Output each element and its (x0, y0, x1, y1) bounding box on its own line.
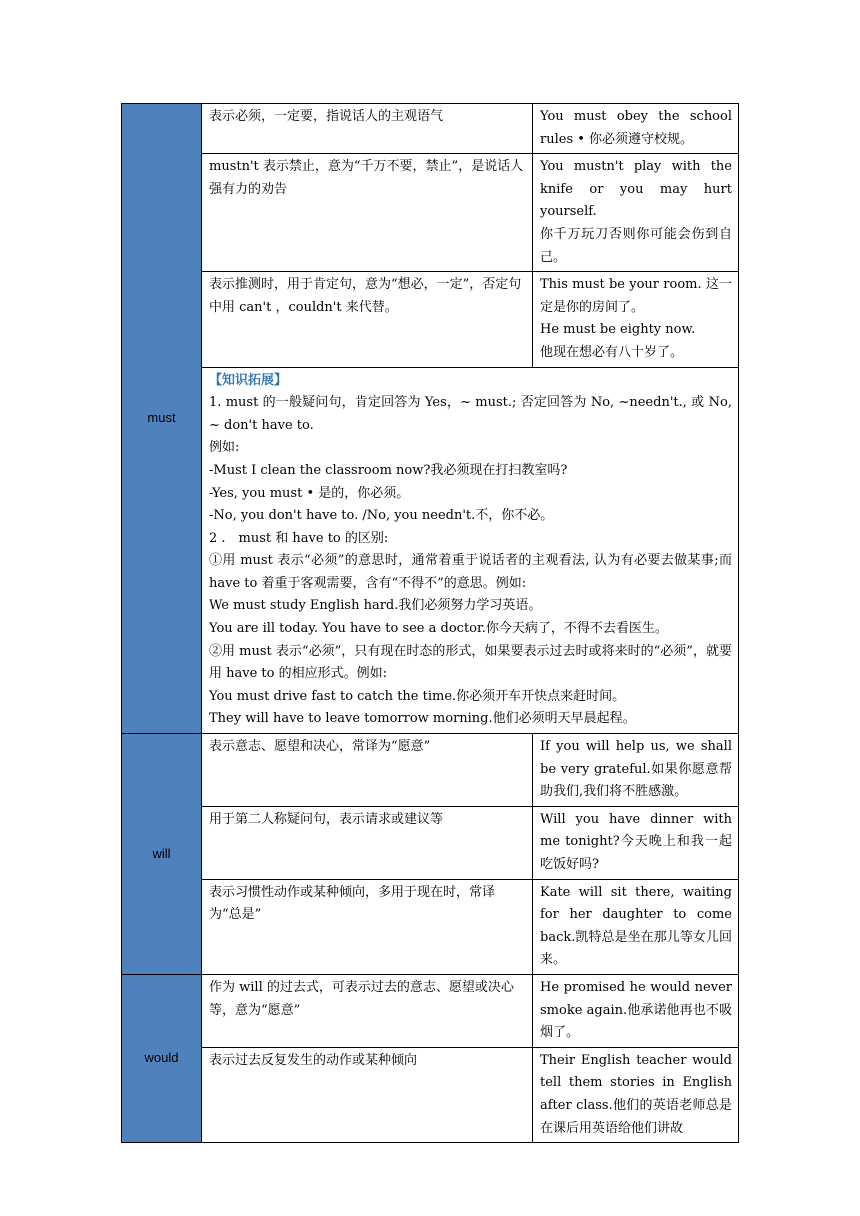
example-line: He must be eighty now. (540, 322, 696, 338)
example-line: Their English teacher would tell them stories in English after class.他们的英语老师总是在课后用英语给他们讲故 (540, 1052, 732, 1136)
example-cell (533, 104, 739, 154)
example-cell (533, 734, 739, 807)
table-row (122, 1047, 739, 1142)
example-line: 他现在想必有八十岁了。 (540, 344, 684, 360)
extension-line: We must study English hard.我们必须努力学习英语。 (209, 598, 542, 614)
meaning-cell: 表示必须，一定要，指说话人的主观语气 (202, 104, 533, 154)
example-line: You must obey the school rules • 你必须遵守校规。 (540, 109, 732, 147)
extension-line: ②用 must 表示“必须”，只有现在时态的形式，如果要表示过去时或将来时的“必须”，就要用 have to 的相应形式。例如: (209, 643, 732, 682)
example-line: 你千万玩刀否则你可能会伤到自己。 (540, 226, 732, 265)
extension-line: 1. must 的一般疑问句，肯定回答为 Yes，~ must.; 否定回答为 No, ~needn't., 或 No, ~ don't have to. (209, 395, 732, 433)
table-row (122, 272, 739, 367)
table-row (122, 734, 739, 807)
meaning-cell: 表示推测时，用于肯定句，意为“想必，一定”，否定句中用 can't ，couldn't 来代替。 (202, 272, 533, 367)
word-cell-would: would (122, 974, 202, 1142)
table-row (122, 879, 739, 974)
modal-verbs-table (121, 103, 739, 1143)
extension-line: 例如: (209, 440, 240, 456)
knowledge-extension-cell (202, 367, 739, 734)
table-row (122, 974, 739, 1047)
example-line: Will you have dinner with me tonight?今天晚上和我一起吃饭好吗? (540, 811, 732, 872)
extension-line: -Must I clean the classroom now?我必须现在打扫教室吗? (209, 462, 568, 478)
word-cell-will: will (122, 734, 202, 975)
example-line: You mustn't play with the knife or you may hurt yourself. (540, 159, 732, 220)
example-cell (533, 806, 739, 879)
table-row (122, 367, 739, 734)
example-cell (533, 272, 739, 367)
example-cell (533, 974, 739, 1047)
extension-title: 【知识拓展】 (209, 372, 288, 388)
table-row (122, 104, 739, 154)
example-cell (533, 1047, 739, 1142)
table-row (122, 154, 739, 272)
meaning-cell: 表示过去反复发生的动作或某种倾向 (202, 1047, 533, 1142)
extension-line: 2 . must 和 have to 的区别: (209, 530, 389, 546)
extension-line: They will have to leave tomorrow morning.他们必须明天早晨起程。 (209, 711, 636, 727)
meaning-cell: mustn't 表示禁止，意为“千万不要，禁止”，是说话人强有力的劝告 (202, 154, 533, 272)
meaning-cell: 用于第二人称疑问句，表示请求或建议等 (202, 806, 533, 879)
meaning-cell: 表示意志、愿望和决心，常译为“愿意” (202, 734, 533, 807)
meaning-cell: 表示习惯性动作或某种倾向，多用于现在时，常译为“总是” (202, 879, 533, 974)
table-row (122, 806, 739, 879)
example-line: Kate will sit there, waiting for her daughter to come back.凯特总是坐在那儿等女儿回来。 (540, 884, 732, 968)
extension-line: -No, you don't have to. /No, you needn't.不，你不必。 (209, 508, 554, 524)
example-cell (533, 154, 739, 272)
example-line: If you will help us, we shall be very grateful.如果你愿意帮助我们,我们将不胜感激。 (540, 739, 732, 800)
extension-line: You are ill today. You have to see a doctor.你今天病了，不得不去看医生。 (209, 621, 668, 637)
word-cell-must: must (122, 104, 202, 734)
extension-line: ①用 must 表示“必须”的意思时，通常着重于说话者的主观看法, 认为有必要去做某事;而 have to 着重于客观需要，含有“不得不”的意思。例如: (209, 553, 733, 591)
example-cell (533, 879, 739, 974)
example-line: He promised he would never smoke again.他承诺他再也不吸烟了。 (540, 979, 732, 1041)
meaning-cell: 作为 will 的过去式，可表示过去的意志、愿望或决心等，意为“愿意” (202, 974, 533, 1047)
example-line: This must be your room. 这一定是你的房间了。 (540, 277, 732, 315)
extension-line: -Yes, you must • 是的，你必须。 (209, 485, 410, 501)
extension-line: You must drive fast to catch the time.你必须开车开快点来赶时间。 (209, 688, 626, 704)
